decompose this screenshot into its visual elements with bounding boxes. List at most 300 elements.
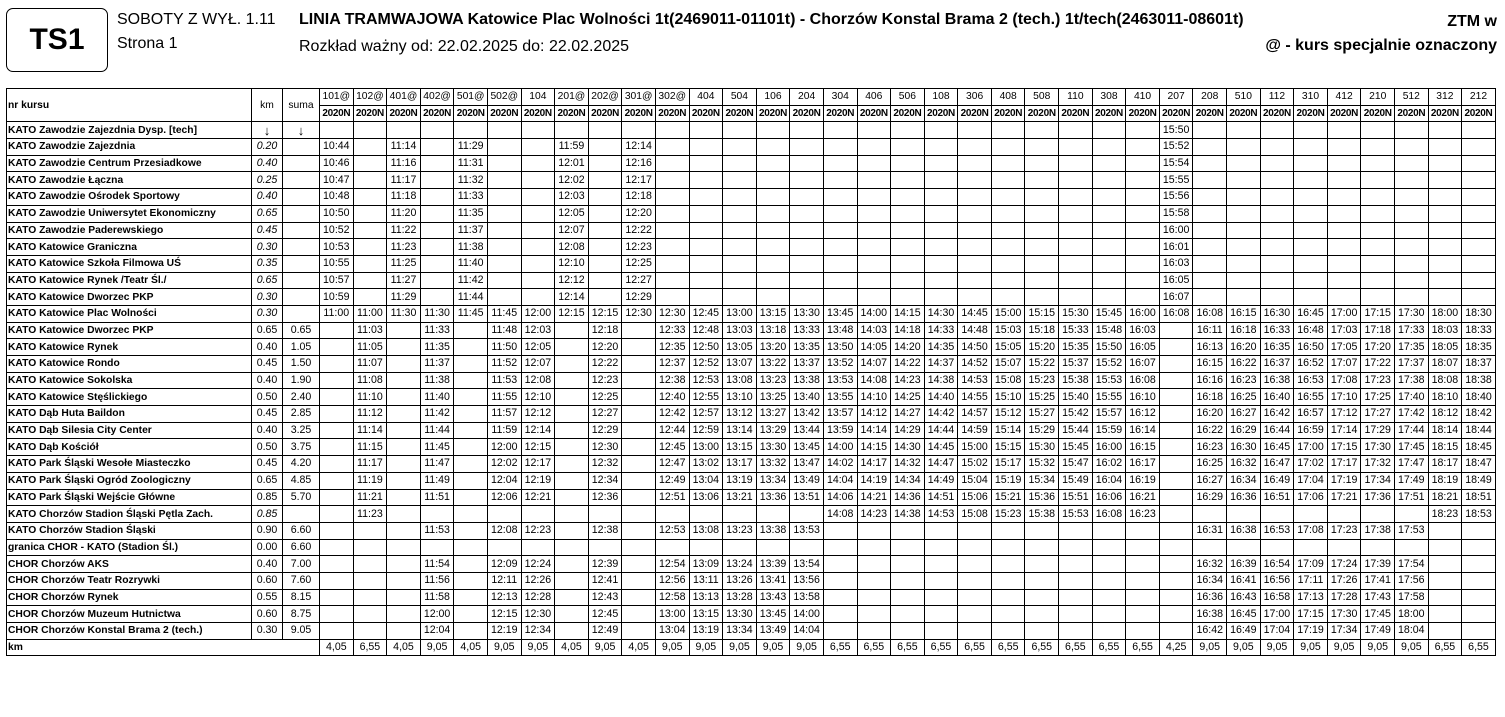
- departure-time: 12:11: [487, 572, 521, 589]
- stop-name: KATO Dąb Silesia City Center: [7, 422, 252, 439]
- departure-time: [1361, 189, 1395, 206]
- stop-row: [7, 289, 1496, 306]
- departure-time: 12:36: [588, 489, 622, 506]
- departure-time: [991, 239, 1025, 256]
- departure-time: 13:41: [756, 572, 790, 589]
- departure-time: 16:53: [1294, 372, 1328, 389]
- departure-time: [1159, 506, 1193, 523]
- departure-time: [991, 606, 1025, 623]
- departure-time: 16:07: [1159, 289, 1193, 306]
- departure-time: [891, 189, 925, 206]
- departure-time: [555, 439, 589, 456]
- departure-time: [1227, 272, 1261, 289]
- stop-sum: 7.60: [283, 572, 320, 589]
- departure-time: [1361, 122, 1395, 139]
- departure-time: [1193, 222, 1227, 239]
- departure-time: 13:54: [790, 556, 824, 573]
- departure-time: 15:15: [1025, 305, 1059, 322]
- stop-row: [7, 222, 1496, 239]
- departure-time: 11:00: [353, 305, 387, 322]
- departure-time: 14:51: [924, 489, 958, 506]
- departure-time: 15:06: [958, 489, 992, 506]
- departure-time: 12:15: [521, 439, 555, 456]
- departure-time: [1462, 155, 1496, 172]
- departure-time: 15:00: [991, 305, 1025, 322]
- departure-time: 14:06: [823, 489, 857, 506]
- departure-time: [823, 239, 857, 256]
- departure-time: [924, 172, 958, 189]
- departure-time: [1193, 189, 1227, 206]
- departure-time: [723, 155, 757, 172]
- departure-time: [1159, 372, 1193, 389]
- departure-time: [1193, 539, 1227, 556]
- course-number: 312: [1428, 89, 1462, 106]
- departure-time: [588, 222, 622, 239]
- departure-time: [958, 139, 992, 156]
- departure-time: 16:32: [1227, 456, 1261, 473]
- departure-time: [1462, 205, 1496, 222]
- departure-time: 16:16: [1193, 372, 1227, 389]
- departure-time: 17:56: [1395, 572, 1429, 589]
- departure-time: 17:19: [1294, 623, 1328, 640]
- departure-time: [1193, 139, 1227, 156]
- departure-time: [958, 239, 992, 256]
- validity-period: Rozkład ważny od: 22.02.2025 do: 22.02.2025: [299, 38, 630, 55]
- departure-time: [723, 289, 757, 306]
- stop-km: 0.90: [252, 522, 283, 539]
- stop-sum: 7.00: [283, 556, 320, 573]
- departure-time: [387, 389, 421, 406]
- departure-time: 17:09: [1294, 556, 1328, 573]
- departure-time: 16:05: [1159, 272, 1193, 289]
- departure-time: [1159, 589, 1193, 606]
- departure-time: 17:12: [1327, 406, 1361, 423]
- departure-time: 14:21: [857, 489, 891, 506]
- stop-name: KATO Katowice Dworzec PKP: [7, 322, 252, 339]
- departure-time: [891, 522, 925, 539]
- departure-time: [924, 139, 958, 156]
- stop-name: KATO Chorzów Stadion Śląski Pętla Zach.: [7, 506, 252, 523]
- stop-row: [7, 472, 1496, 489]
- course-number: 201@: [555, 89, 589, 106]
- stop-name: KATO Zawodzie Łączna: [7, 172, 252, 189]
- departure-time: [1092, 606, 1126, 623]
- departure-time: [1159, 422, 1193, 439]
- departure-time: [555, 623, 589, 640]
- departure-time: [521, 272, 555, 289]
- departure-time: [655, 122, 689, 139]
- departure-time: [1294, 122, 1328, 139]
- departure-time: 17:08: [1294, 522, 1328, 539]
- departure-time: [891, 606, 925, 623]
- departure-time: [991, 623, 1025, 640]
- stop-row: [7, 339, 1496, 356]
- departure-time: 17:13: [1294, 589, 1328, 606]
- departure-time: 15:29: [1025, 422, 1059, 439]
- departure-time: [353, 205, 387, 222]
- departure-time: [1059, 556, 1093, 573]
- departure-time: [555, 389, 589, 406]
- departure-time: 12:54: [655, 556, 689, 573]
- departure-time: 14:37: [924, 356, 958, 373]
- departure-time: 17:53: [1395, 522, 1429, 539]
- calendar-code: 2020N: [1193, 105, 1227, 122]
- departure-time: 12:07: [555, 222, 589, 239]
- departure-time: [655, 289, 689, 306]
- departure-time: 17:15: [1361, 305, 1395, 322]
- departure-time: [555, 606, 589, 623]
- departure-time: [823, 155, 857, 172]
- calendar-code: 2020N: [622, 105, 656, 122]
- departure-time: [387, 122, 421, 139]
- departure-time: 15:53: [1092, 372, 1126, 389]
- departure-time: [1462, 272, 1496, 289]
- departure-time: [555, 522, 589, 539]
- departure-time: 16:50: [1294, 339, 1328, 356]
- departure-time: [353, 289, 387, 306]
- departure-time: 16:34: [1193, 572, 1227, 589]
- departure-time: [1462, 122, 1496, 139]
- departure-time: 16:36: [1193, 589, 1227, 606]
- departure-time: [1395, 272, 1429, 289]
- departure-time: [1126, 139, 1160, 156]
- departure-time: 14:22: [891, 356, 925, 373]
- departure-time: 16:35: [1260, 339, 1294, 356]
- departure-time: 12:38: [588, 522, 622, 539]
- departure-time: 16:08: [1126, 372, 1160, 389]
- departure-time: 13:03: [723, 322, 757, 339]
- departure-time: [1059, 122, 1093, 139]
- stop-row: [7, 372, 1496, 389]
- departure-time: [521, 255, 555, 272]
- departure-time: [320, 556, 354, 573]
- course-number: 402@: [420, 89, 454, 106]
- departure-time: 18:40: [1462, 389, 1496, 406]
- departure-time: 16:52: [1294, 356, 1328, 373]
- departure-time: 12:53: [689, 372, 723, 389]
- calendar-code: 2020N: [1327, 105, 1361, 122]
- departure-time: [1327, 172, 1361, 189]
- course-number-label: nr kursu: [7, 89, 252, 122]
- departure-time: 17:06: [1294, 489, 1328, 506]
- stop-row: [7, 489, 1496, 506]
- departure-time: 11:22: [387, 222, 421, 239]
- calendar-code: 2020N: [891, 105, 925, 122]
- departure-time: [1092, 589, 1126, 606]
- departure-time: 15:52: [1159, 139, 1193, 156]
- stop-km: 0.40: [252, 189, 283, 206]
- departure-time: [655, 539, 689, 556]
- departure-time: 14:48: [958, 322, 992, 339]
- departure-time: [1159, 322, 1193, 339]
- departure-time: [655, 172, 689, 189]
- departure-time: [1159, 556, 1193, 573]
- departure-time: [1092, 222, 1126, 239]
- stop-row: [7, 205, 1496, 222]
- departure-time: [1428, 289, 1462, 306]
- departure-time: [823, 272, 857, 289]
- departure-time: 11:45: [487, 305, 521, 322]
- calendar-code: 2020N: [1227, 105, 1261, 122]
- departure-time: [1462, 623, 1496, 640]
- departure-time: [857, 255, 891, 272]
- departure-time: [420, 205, 454, 222]
- departure-time: [1159, 623, 1193, 640]
- departure-time: [1092, 522, 1126, 539]
- departure-time: [790, 289, 824, 306]
- stop-name: KATO Zawodzie Zajezdnia: [7, 139, 252, 156]
- course-km-total: 4,25: [1159, 639, 1193, 656]
- departure-time: [521, 539, 555, 556]
- departure-time: [320, 623, 354, 640]
- departure-time: [689, 172, 723, 189]
- departure-time: [454, 522, 488, 539]
- course-km-total: 6,55: [857, 639, 891, 656]
- departure-time: 16:25: [1227, 389, 1261, 406]
- departure-time: 11:38: [420, 372, 454, 389]
- departure-time: [1395, 139, 1429, 156]
- departure-time: 17:41: [1361, 572, 1395, 589]
- departure-time: 15:42: [1059, 406, 1093, 423]
- departure-time: 14:17: [857, 456, 891, 473]
- departure-time: [723, 172, 757, 189]
- departure-time: [1025, 556, 1059, 573]
- course-number: 304: [823, 89, 857, 106]
- departure-time: 17:33: [1395, 322, 1429, 339]
- stop-km: 0.65: [252, 322, 283, 339]
- departure-time: [924, 255, 958, 272]
- departure-time: 14:42: [924, 406, 958, 423]
- departure-time: [790, 255, 824, 272]
- departure-time: [454, 472, 488, 489]
- departure-time: [891, 172, 925, 189]
- departure-time: 13:30: [756, 439, 790, 456]
- departure-time: [353, 522, 387, 539]
- course-number: 208: [1193, 89, 1227, 106]
- departure-time: 12:00: [420, 606, 454, 623]
- departure-time: 17:18: [1361, 322, 1395, 339]
- departure-time: [387, 556, 421, 573]
- departure-time: [487, 506, 521, 523]
- departure-time: [1260, 222, 1294, 239]
- departure-time: 16:07: [1126, 356, 1160, 373]
- departure-time: [588, 272, 622, 289]
- course-number: 101@: [320, 89, 354, 106]
- departure-time: [1025, 289, 1059, 306]
- departure-time: 14:03: [857, 322, 891, 339]
- departure-time: [1059, 623, 1093, 640]
- departure-time: 11:20: [387, 205, 421, 222]
- departure-time: 16:15: [1126, 439, 1160, 456]
- stop-name: CHOR Chorzów Konstal Brama 2 (tech.): [7, 623, 252, 640]
- departure-time: [1025, 222, 1059, 239]
- departure-time: [1260, 189, 1294, 206]
- departure-time: [1462, 556, 1496, 573]
- page-number: Strona 1: [117, 35, 178, 52]
- departure-time: 12:51: [655, 489, 689, 506]
- departure-time: 14:27: [891, 406, 925, 423]
- departure-time: 12:16: [622, 155, 656, 172]
- departure-time: [958, 589, 992, 606]
- calendar-code: 2020N: [1126, 105, 1160, 122]
- departure-time: [1361, 222, 1395, 239]
- departure-time: [924, 522, 958, 539]
- departure-time: 11:52: [487, 356, 521, 373]
- calendar-code: 2020N: [1025, 105, 1059, 122]
- departure-time: 17:10: [1327, 389, 1361, 406]
- departure-time: 13:00: [655, 606, 689, 623]
- departure-time: 18:10: [1428, 389, 1462, 406]
- departure-time: 13:23: [756, 372, 790, 389]
- departure-time: 14:45: [958, 305, 992, 322]
- departure-time: [723, 255, 757, 272]
- departure-time: [454, 489, 488, 506]
- departure-time: [420, 239, 454, 256]
- departure-time: 14:12: [857, 406, 891, 423]
- departure-time: 15:50: [1159, 122, 1193, 139]
- departure-time: 14:18: [891, 322, 925, 339]
- departure-time: [1294, 139, 1328, 156]
- departure-time: [555, 422, 589, 439]
- departure-time: 16:14: [1126, 422, 1160, 439]
- departure-time: [756, 255, 790, 272]
- departure-time: 14:57: [958, 406, 992, 423]
- departure-time: [320, 472, 354, 489]
- stop-sum: 0.65: [283, 322, 320, 339]
- departure-time: 11:59: [555, 139, 589, 156]
- departure-time: [353, 589, 387, 606]
- departure-time: [958, 606, 992, 623]
- departure-time: 14:07: [857, 356, 891, 373]
- departure-time: [487, 255, 521, 272]
- departure-time: [1092, 539, 1126, 556]
- departure-time: [790, 506, 824, 523]
- departure-time: [1395, 539, 1429, 556]
- departure-time: 13:04: [689, 472, 723, 489]
- departure-time: [320, 606, 354, 623]
- departure-time: [1025, 205, 1059, 222]
- departure-time: [387, 572, 421, 589]
- departure-time: [823, 572, 857, 589]
- departure-time: [1159, 439, 1193, 456]
- calendar-code: 2020N: [588, 105, 622, 122]
- departure-time: 16:30: [1260, 305, 1294, 322]
- timetable: [6, 88, 1496, 656]
- departure-time: [588, 205, 622, 222]
- departure-time: 12:14: [555, 289, 589, 306]
- departure-time: [823, 189, 857, 206]
- departure-time: 13:15: [756, 305, 790, 322]
- departure-time: 15:14: [991, 422, 1025, 439]
- departure-time: 14:34: [891, 472, 925, 489]
- departure-time: [555, 322, 589, 339]
- departure-time: 17:30: [1395, 305, 1429, 322]
- departure-time: [454, 572, 488, 589]
- departure-time: [924, 189, 958, 206]
- departure-time: [756, 172, 790, 189]
- departure-time: [420, 155, 454, 172]
- course-km-total: 9,05: [1395, 639, 1429, 656]
- departure-time: 15:22: [1025, 356, 1059, 373]
- departure-time: 14:23: [857, 506, 891, 523]
- departure-time: 12:40: [655, 389, 689, 406]
- course-number: 406: [857, 89, 891, 106]
- departure-time: 12:44: [655, 422, 689, 439]
- departure-time: [1227, 539, 1261, 556]
- departure-time: 12:14: [521, 422, 555, 439]
- departure-time: [857, 239, 891, 256]
- departure-time: [1428, 122, 1462, 139]
- departure-time: [1327, 122, 1361, 139]
- course-number: 404: [689, 89, 723, 106]
- departure-time: [622, 322, 656, 339]
- departure-time: 10:59: [320, 289, 354, 306]
- departure-time: [1294, 222, 1328, 239]
- departure-time: 16:15: [1227, 305, 1261, 322]
- stop-name: KATO Park Śląski Wejście Główne: [7, 489, 252, 506]
- departure-time: 15:23: [991, 506, 1025, 523]
- departure-time: 17:45: [1395, 439, 1429, 456]
- departure-time: 18:45: [1462, 439, 1496, 456]
- course-km-total: 6,55: [1126, 639, 1160, 656]
- stop-sum: [283, 172, 320, 189]
- course-km-total: 9,05: [756, 639, 790, 656]
- departure-time: [1361, 239, 1395, 256]
- departure-time: 11:48: [487, 322, 521, 339]
- departure-time: [991, 289, 1025, 306]
- calendar-code: 2020N: [1428, 105, 1462, 122]
- course-km-total: 6,55: [991, 639, 1025, 656]
- departure-time: [689, 239, 723, 256]
- departure-time: [1059, 205, 1093, 222]
- departure-time: 10:47: [320, 172, 354, 189]
- departure-time: [1227, 205, 1261, 222]
- departure-time: [454, 422, 488, 439]
- departure-time: 15:44: [1059, 422, 1093, 439]
- departure-time: 17:04: [1294, 472, 1328, 489]
- departure-time: [1327, 189, 1361, 206]
- stop-sum: 8.15: [283, 589, 320, 606]
- departure-time: [991, 155, 1025, 172]
- stop-name: granica CHOR - KATO (Stadion Śl.): [7, 539, 252, 556]
- departure-time: [454, 339, 488, 356]
- stop-row: [7, 356, 1496, 373]
- stop-name: KATO Katowice Rynek /Teatr Śl./: [7, 272, 252, 289]
- departure-time: [958, 289, 992, 306]
- departure-time: 10:50: [320, 205, 354, 222]
- course-km-total: 9,05: [420, 639, 454, 656]
- route-title: LINIA TRAMWAJOWA Katowice Plac Wolności 1t(2469011-01101t) - Chorzów Konstal Brama 2 (tech.) 1t/tech(2463011-08601t): [299, 11, 1244, 28]
- departure-time: [857, 606, 891, 623]
- departure-time: [353, 255, 387, 272]
- departure-time: 17:38: [1361, 522, 1395, 539]
- departure-time: [1260, 155, 1294, 172]
- stop-km: 0.30: [252, 239, 283, 256]
- departure-time: 16:20: [1193, 406, 1227, 423]
- departure-time: 16:51: [1260, 489, 1294, 506]
- departure-time: 12:25: [622, 255, 656, 272]
- departure-time: 12:15: [588, 305, 622, 322]
- departure-time: [1025, 255, 1059, 272]
- departure-time: 16:57: [1294, 406, 1328, 423]
- stop-row: [7, 322, 1496, 339]
- departure-time: 16:56: [1260, 572, 1294, 589]
- departure-time: 16:38: [1227, 522, 1261, 539]
- course-number: 512: [1395, 89, 1429, 106]
- departure-time: 17:02: [1294, 456, 1328, 473]
- departure-time: [958, 189, 992, 206]
- stop-sum: 6.60: [283, 522, 320, 539]
